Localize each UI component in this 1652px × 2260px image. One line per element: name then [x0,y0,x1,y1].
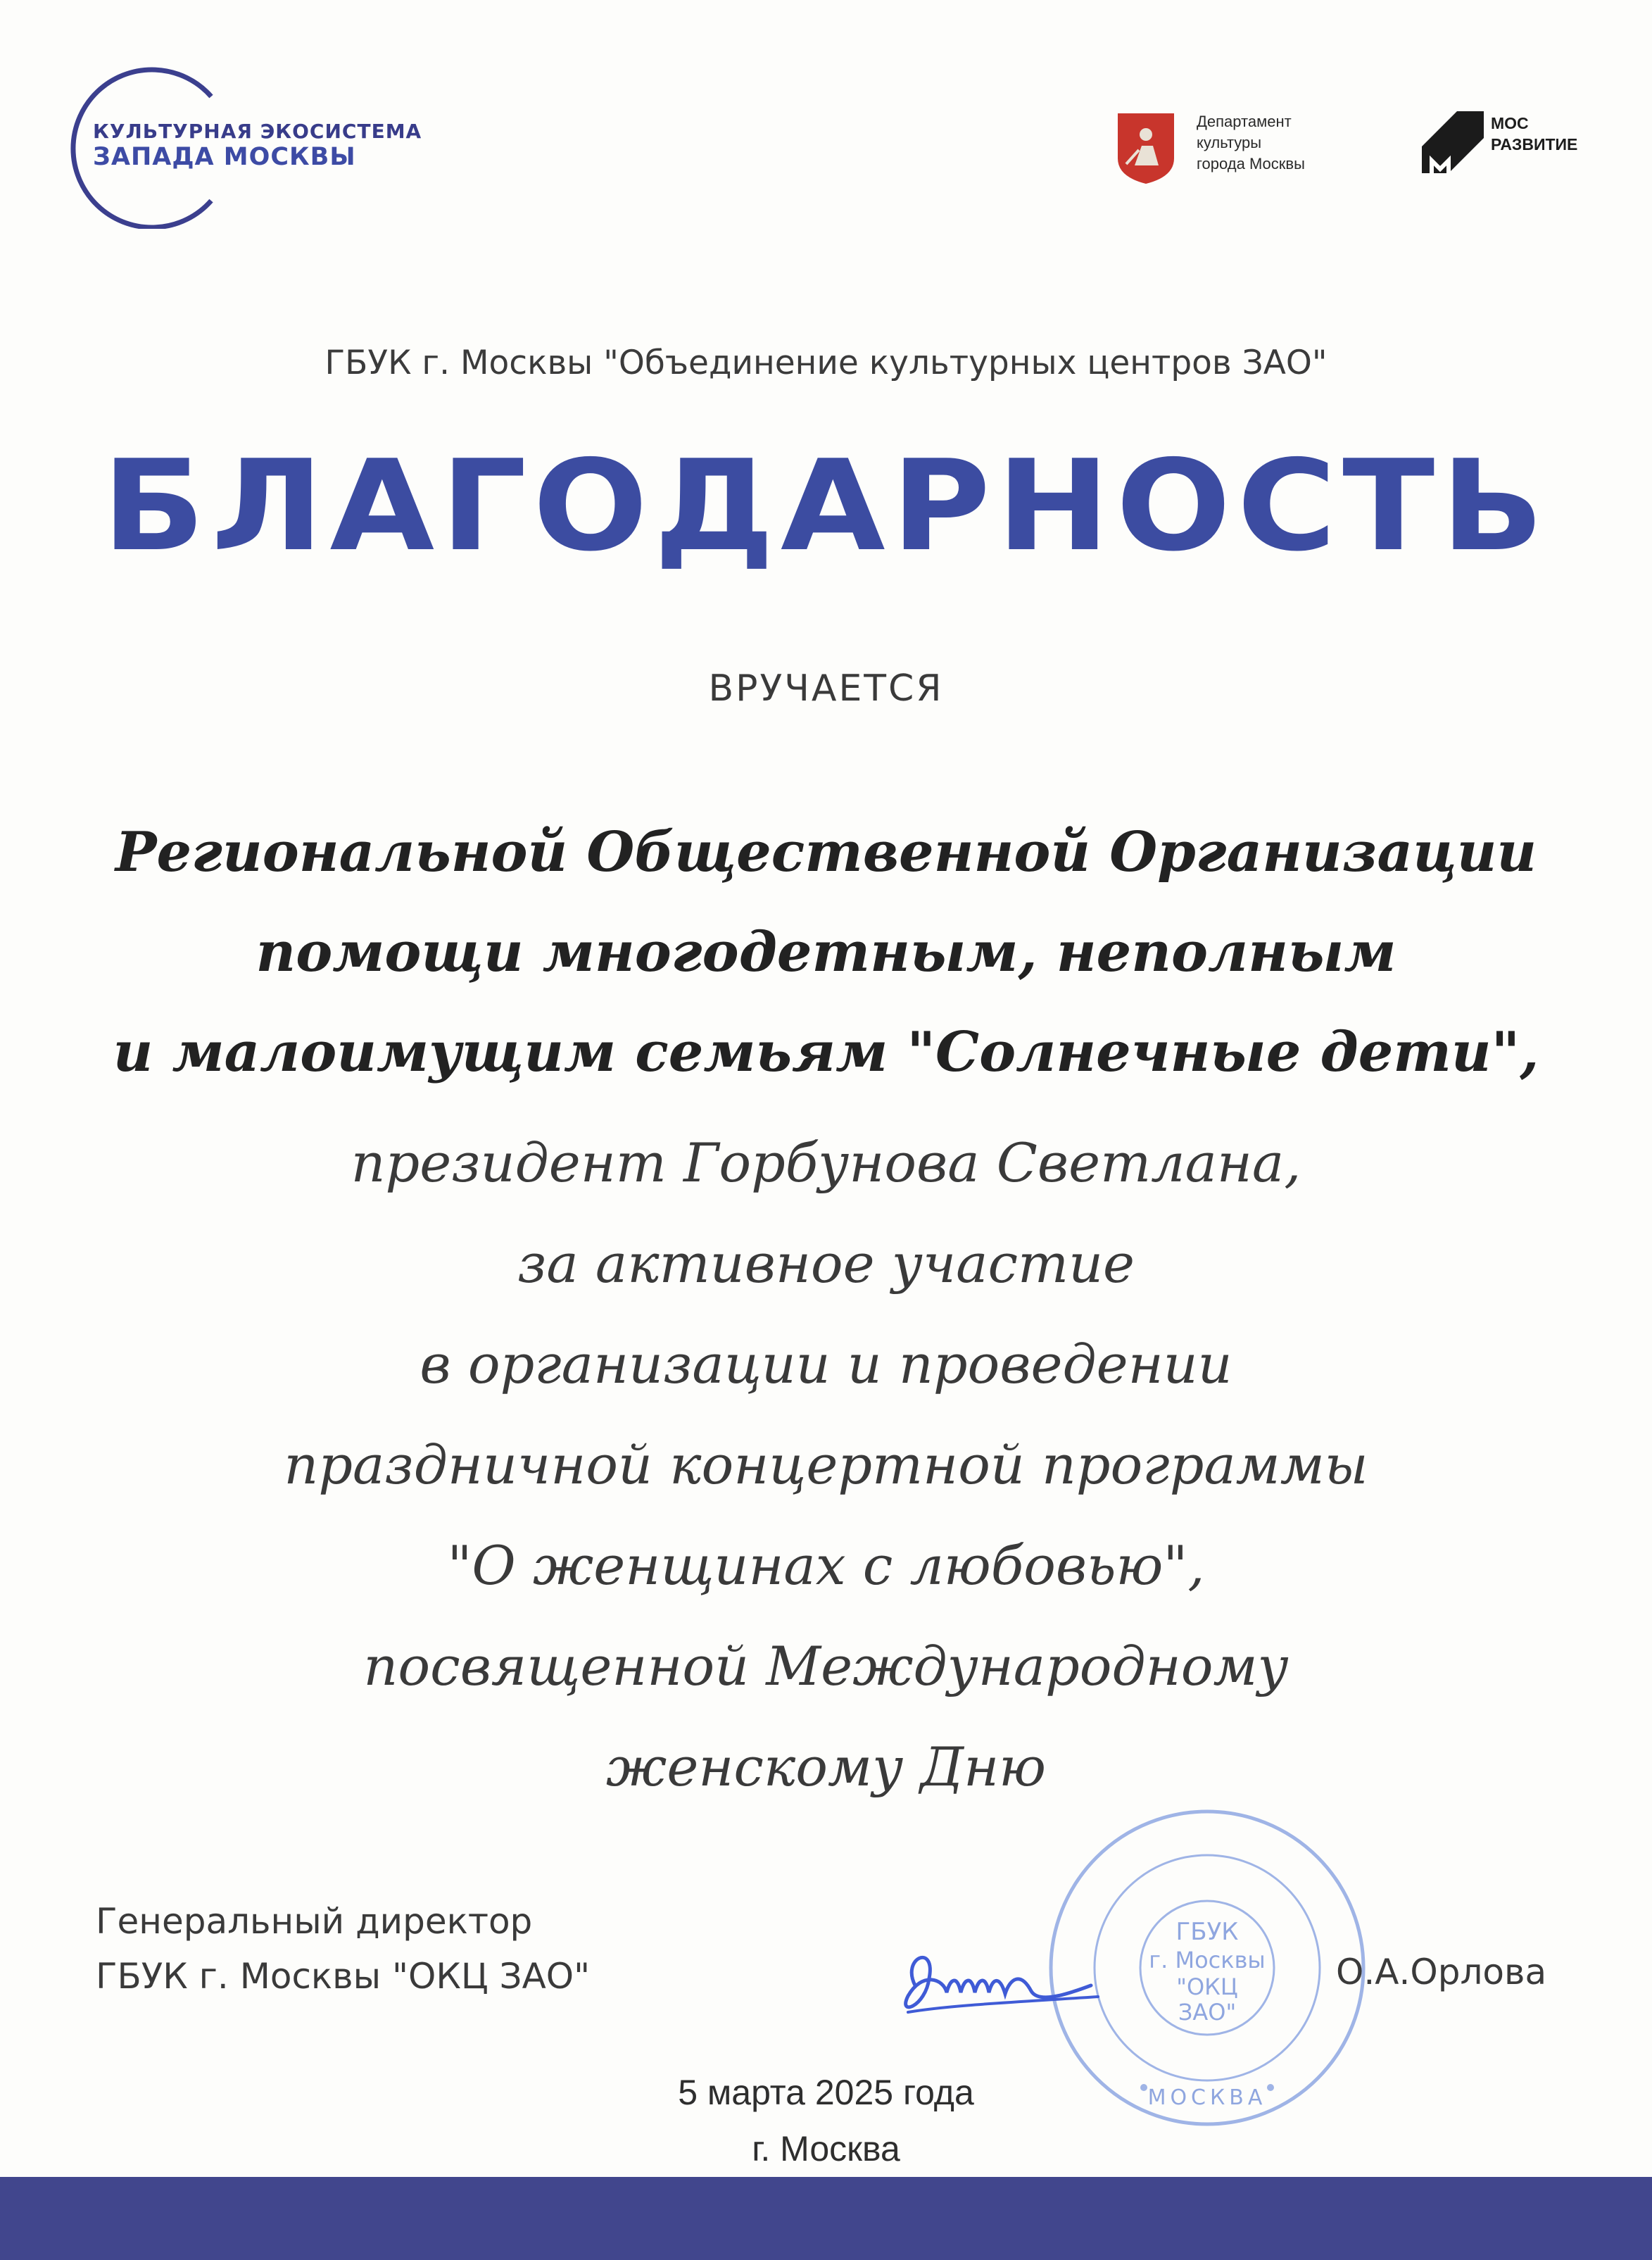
recipient-line: помощи многодетным, неполным [256,920,1396,984]
mos-razvitie-mark-icon [1422,111,1485,182]
moscow-emblem-icon [1114,109,1178,187]
reason-line: президент Горбунова Светлана, [351,1131,1301,1194]
mos-logo-line2: РАЗВИТИЕ [1491,135,1578,153]
reason-line: женскому Дню [605,1735,1047,1798]
signer-name: О.А.Орлова [1336,1952,1547,1992]
issue-date: 5 марта 2025 года [678,2073,974,2112]
stamp-center-line2: г. Москвы [1149,1947,1266,1973]
stamp-center-line1: ГБУК [1175,1918,1239,1946]
bottom-decorative-band [0,2177,1652,2260]
dept-logo-line2: культуры [1197,134,1262,151]
handwritten-signature-icon [887,1929,1112,2042]
reason-line: "О женщинах с любовью", [447,1534,1205,1597]
mos-logo-line1: МОС [1491,114,1529,132]
stamp-center-line3: "ОКЦ [1176,1973,1238,2000]
eco-logo-line1: КУЛЬТУРНАЯ ЭКОСИСТЕМА [93,120,422,143]
signer-position-line1: Генеральный директор [96,1901,533,1942]
reason-line: праздничной концертной программы [284,1433,1368,1496]
recipient-block [0,803,1652,1103]
signer-position-line2: ГБУК г. Москвы "ОКЦ ЗАО" [96,1956,591,1997]
signer-position [96,1894,590,2004]
stamp-center-line4: ЗАО" [1178,1999,1237,2026]
issue-city: г. Москва [752,2129,900,2168]
recipient-line: и малоимущим семьям "Солнечные дети", [113,1020,1539,1084]
reason-line: за активное участие [517,1232,1135,1295]
culture-ecosystem-logo [49,67,528,229]
reason-line: посвященной Международному [363,1635,1289,1697]
issuer-organization: ГБУК г. Москвы "Объединение культурных центров ЗАО" [324,344,1328,382]
eco-logo-line2: ЗАПАДА МОСКВЫ [93,143,356,171]
reason-line: в организации и проведении [420,1333,1232,1395]
dept-logo-line3: города Москвы [1197,155,1305,172]
recipient-line: Региональной Общественной Организации [115,820,1537,884]
culture-department-logo [1114,106,1346,190]
reason-block [0,1112,1652,1817]
mos-razvitie-logo [1422,106,1619,190]
stamp-bottom-text: МОСКВА [1147,2085,1267,2110]
document-title: БЛАГОДАРНОСТЬ [101,433,1551,579]
dept-logo-line1: Департамент [1197,113,1292,130]
awarded-label: ВРУЧАЕТСЯ [708,667,944,710]
